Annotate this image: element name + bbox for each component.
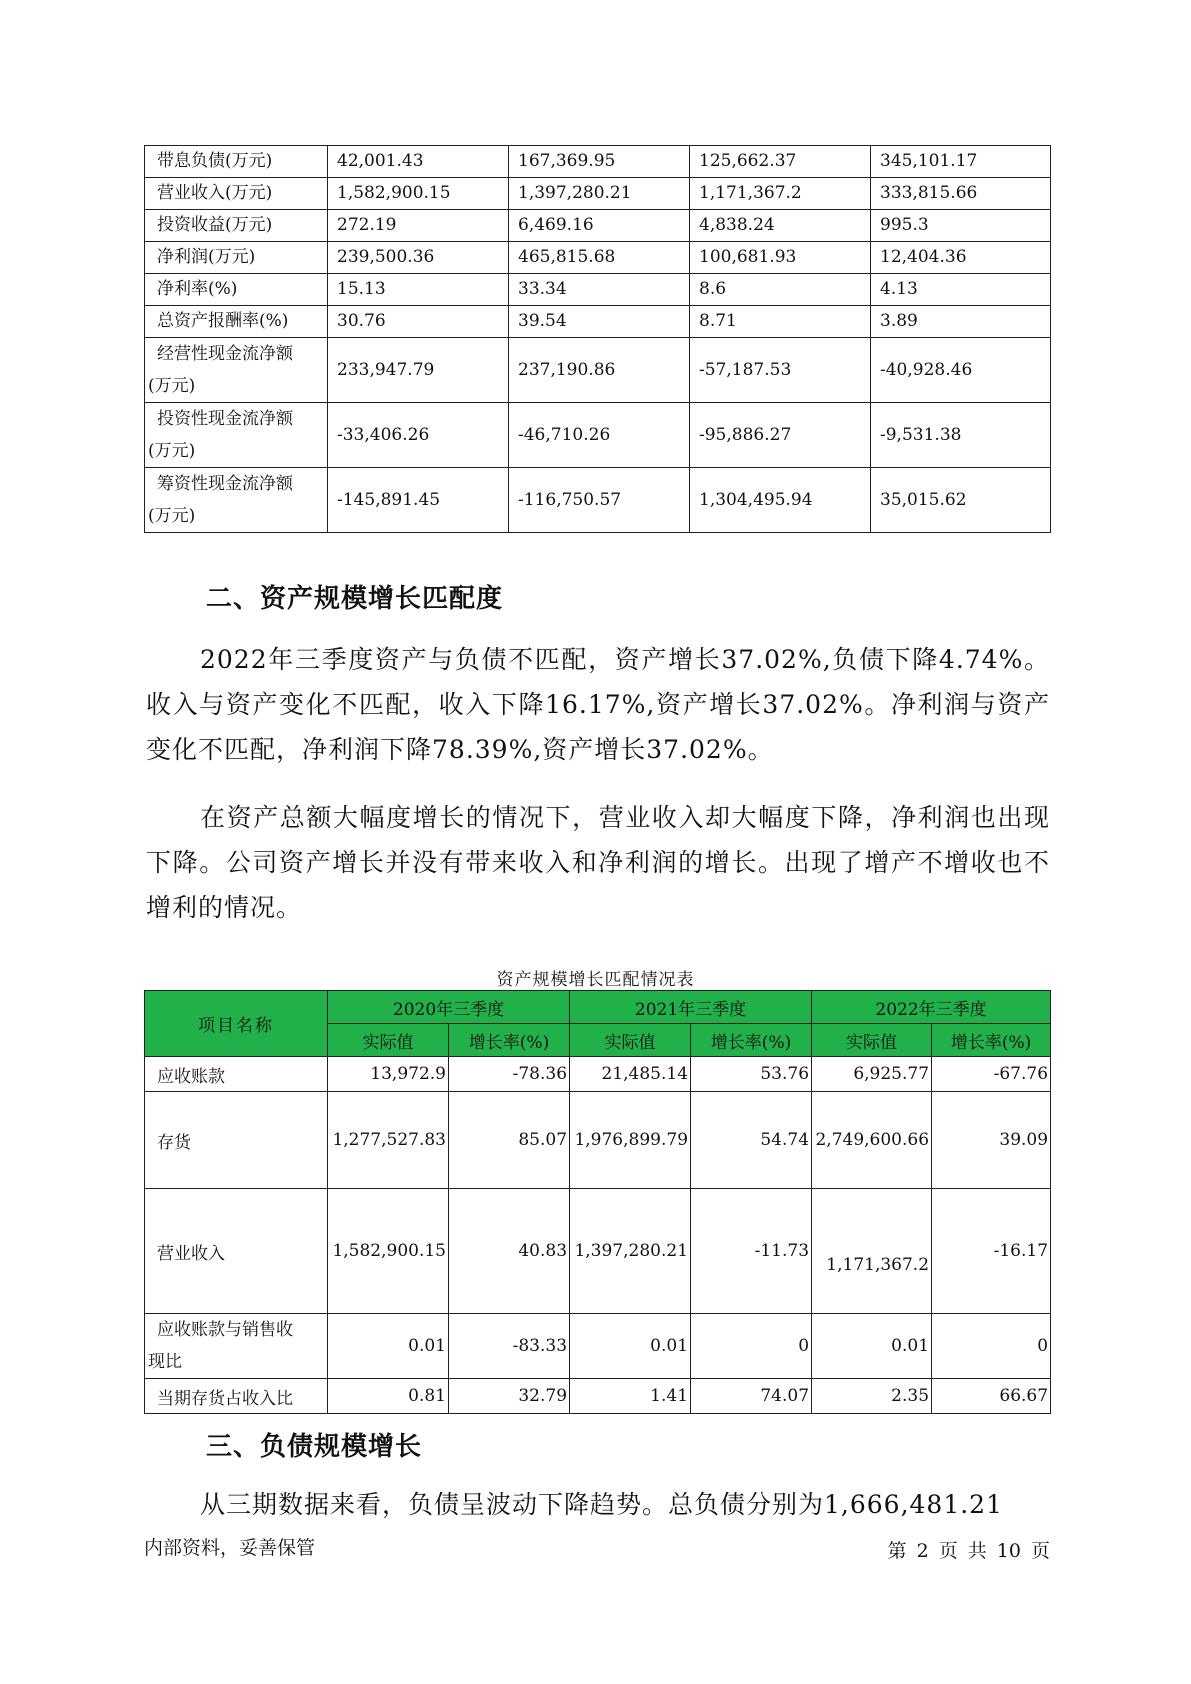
table-cell: 33.34 xyxy=(509,274,690,306)
row-label-line1: 应收账款与销售收 xyxy=(157,1320,293,1340)
table-cell: 167,369.95 xyxy=(509,146,690,178)
table-cell: 1,976,899.79 xyxy=(570,1092,691,1189)
table-cell: 40.83 xyxy=(449,1189,570,1314)
table-cell: 233,947.79 xyxy=(328,338,509,403)
table-cell: 53.76 xyxy=(691,1057,812,1092)
table-row xyxy=(145,338,1051,403)
row-label xyxy=(145,338,328,403)
table-cell: 21,485.14 xyxy=(570,1057,691,1092)
column-header: 增长率(%) xyxy=(691,1024,812,1057)
footer-confidential-note: 内部资料，妥善保管 xyxy=(144,1537,316,1559)
table-cell: 0 xyxy=(932,1314,1051,1379)
row-label: 净利率(%) xyxy=(145,274,328,306)
table-cell: 1,397,280.21 xyxy=(570,1189,691,1314)
table-row xyxy=(145,1092,1051,1189)
table-cell: 237,190.86 xyxy=(509,338,690,403)
table-cell: 30.76 xyxy=(328,306,509,338)
paragraph: 2022年三季度资产与负债不匹配，资产增长37.02%,负债下降4.74%。收入与资产变化不匹配，收入下降16.17%,资产增长37.02%。净利润与资产变化不匹配，净利润下降78.39%,资产增长37.02%。 xyxy=(146,645,1050,764)
table-row xyxy=(145,1314,1051,1379)
table-cell: 0.01 xyxy=(328,1314,449,1379)
table-row xyxy=(145,178,1051,210)
table-cell: 1,397,280.21 xyxy=(509,178,690,210)
table-cell: 1,582,900.15 xyxy=(328,1189,449,1314)
row-label-line2: (万元) xyxy=(148,441,196,461)
row-label xyxy=(145,1314,328,1379)
table-cell: 995.3 xyxy=(871,210,1051,242)
paragraph: 从三期数据来看，负债呈波动下降趋势。总负债分别为1,666,481.21 xyxy=(200,1490,1003,1519)
row-label: 带息负债(万元) xyxy=(145,146,328,178)
table-cell: 42,001.43 xyxy=(328,146,509,178)
row-label-line2: 现比 xyxy=(148,1352,182,1372)
table-row xyxy=(145,146,1051,178)
table-cell: 85.07 xyxy=(449,1092,570,1189)
table-cell: 66.67 xyxy=(932,1379,1051,1414)
table-cell: 0 xyxy=(691,1314,812,1379)
asset-growth-match-table xyxy=(144,990,1051,1414)
table-cell: 12,404.36 xyxy=(871,242,1051,274)
table-cell: 272.19 xyxy=(328,210,509,242)
table-cell: 0.81 xyxy=(328,1379,449,1414)
column-header: 增长率(%) xyxy=(932,1024,1051,1057)
table-cell: 125,662.37 xyxy=(690,146,871,178)
table-cell: 345,101.17 xyxy=(871,146,1051,178)
table-cell: -16.17 xyxy=(932,1189,1051,1314)
financial-indicators-table xyxy=(144,145,1051,533)
table-cell: -57,187.53 xyxy=(690,338,871,403)
table-cell: -83.33 xyxy=(449,1314,570,1379)
table-row xyxy=(145,306,1051,338)
table-cell: 1,582,900.15 xyxy=(328,178,509,210)
row-label-line2: (万元) xyxy=(148,506,196,526)
row-label: 当期存货占收入比 xyxy=(145,1379,328,1414)
table-row xyxy=(145,242,1051,274)
table-cell: 1,277,527.83 xyxy=(328,1092,449,1189)
table-cell: 2,749,600.66 xyxy=(812,1092,932,1189)
section-heading: 二、资产规模增长匹配度 xyxy=(206,584,504,614)
column-header: 实际值 xyxy=(570,1024,691,1057)
table-cell: 2.35 xyxy=(812,1379,932,1414)
table-cell: 0.01 xyxy=(812,1314,932,1379)
table-cell: 333,815.66 xyxy=(871,178,1051,210)
column-header: 2020年三季度 xyxy=(328,991,570,1024)
table-cell: 0.01 xyxy=(570,1314,691,1379)
table-cell: 39.09 xyxy=(932,1092,1051,1189)
row-label: 存货 xyxy=(145,1092,328,1189)
table-cell: -95,886.27 xyxy=(690,403,871,468)
table-cell: -78.36 xyxy=(449,1057,570,1092)
section-heading: 三、负债规模增长 xyxy=(206,1432,423,1462)
table-cell: -33,406.26 xyxy=(328,403,509,468)
table-cell: 54.74 xyxy=(691,1092,812,1189)
row-label-line2: (万元) xyxy=(148,376,196,396)
row-label: 总资产报酬率(%) xyxy=(145,306,328,338)
table-cell: 239,500.36 xyxy=(328,242,509,274)
row-label xyxy=(145,468,328,533)
table-cell: 13,972.9 xyxy=(328,1057,449,1092)
table-cell: -67.76 xyxy=(932,1057,1051,1092)
column-header: 实际值 xyxy=(328,1024,449,1057)
table-cell: 1,304,495.94 xyxy=(690,468,871,533)
table-cell: -46,710.26 xyxy=(509,403,690,468)
row-label-line1: 筹资性现金流净额 xyxy=(157,474,293,494)
column-header: 项目名称 xyxy=(145,991,328,1057)
table-cell: 465,815.68 xyxy=(509,242,690,274)
table-row xyxy=(145,403,1051,468)
row-label-line1: 投资性现金流净额 xyxy=(157,409,293,429)
table-cell: -11.73 xyxy=(691,1189,812,1314)
row-label: 营业收入 xyxy=(145,1189,328,1314)
paragraph: 在资产总额大幅度增长的情况下，营业收入却大幅度下降，净利润也出现下降。公司资产增长并没有带来收入和净利润的增长。出现了增产不增收也不增利的情况。 xyxy=(146,803,1050,922)
table-cell: 6,925.77 xyxy=(812,1057,932,1092)
table-cell: 4,838.24 xyxy=(690,210,871,242)
table-cell: 100,681.93 xyxy=(690,242,871,274)
row-label: 应收账款 xyxy=(145,1057,328,1092)
table-cell: 8.71 xyxy=(690,306,871,338)
table-row xyxy=(145,468,1051,533)
table-cell: 39.54 xyxy=(509,306,690,338)
row-label-line1: 经营性现金流净额 xyxy=(157,344,293,364)
table-header-row xyxy=(145,991,1051,1024)
page-number: 第 2 页 共 10 页 xyxy=(887,1540,1050,1562)
table-cell: -40,928.46 xyxy=(871,338,1051,403)
table-row xyxy=(145,1189,1051,1314)
column-header: 2021年三季度 xyxy=(570,991,812,1024)
table-cell: 1,171,367.2 xyxy=(812,1189,932,1314)
table-row xyxy=(145,1057,1051,1092)
table-cell: 1.41 xyxy=(570,1379,691,1414)
table-cell: 8.6 xyxy=(690,274,871,306)
table-cell: -116,750.57 xyxy=(509,468,690,533)
row-label xyxy=(145,403,328,468)
table-cell: 6,469.16 xyxy=(509,210,690,242)
column-header: 2022年三季度 xyxy=(812,991,1051,1024)
table-cell: 32.79 xyxy=(449,1379,570,1414)
table-row xyxy=(145,1379,1051,1414)
table-cell: 4.13 xyxy=(871,274,1051,306)
table-caption: 资产规模增长匹配情况表 xyxy=(496,970,695,990)
table-cell: 74.07 xyxy=(691,1379,812,1414)
row-label: 净利润(万元) xyxy=(145,242,328,274)
row-label: 投资收益(万元) xyxy=(145,210,328,242)
table-cell: 35,015.62 xyxy=(871,468,1051,533)
table-cell: 15.13 xyxy=(328,274,509,306)
table-row xyxy=(145,210,1051,242)
table-cell: 3.89 xyxy=(871,306,1051,338)
column-header: 增长率(%) xyxy=(449,1024,570,1057)
row-label: 营业收入(万元) xyxy=(145,178,328,210)
column-header: 实际值 xyxy=(812,1024,932,1057)
table-cell: 1,171,367.2 xyxy=(690,178,871,210)
table-cell: -145,891.45 xyxy=(328,468,509,533)
table-row xyxy=(145,274,1051,306)
table-cell: -9,531.38 xyxy=(871,403,1051,468)
